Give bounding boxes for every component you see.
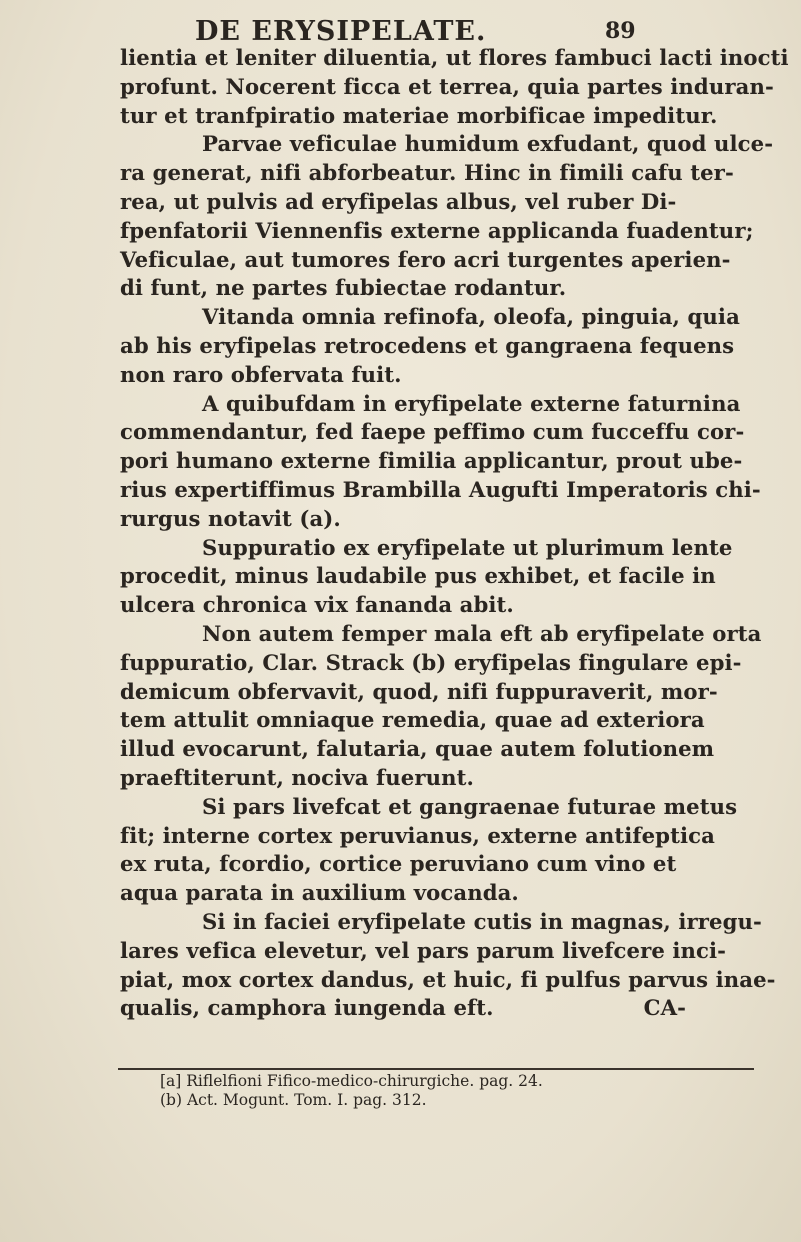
text-line-content: Parvae veficulae humidum exfudant, quod ulce- — [202, 131, 774, 157]
text-line — [120, 159, 780, 188]
text-line — [120, 418, 780, 447]
text-line-content: ex ruta, fcordio, cortice peruviano cum vino et — [120, 851, 677, 877]
text-line-content: fit; interne cortex peruvianus, externe antifeptica — [120, 822, 715, 848]
text-line-content: pori humano externe fimilia applicantur, prout ube- — [120, 448, 743, 474]
text-line-content: fpenfatorii Viennenfis externe applicanda fuadentur; — [120, 217, 754, 243]
text-line-content: lientia et leniter diluentia, ut flores fambuci lacti inocti — [120, 45, 789, 70]
text-line-content: demicum obfervavit, quod, nifi fuppuraverit, mor- — [120, 678, 718, 704]
running-title: DE ERYSIPELATE. — [195, 16, 487, 47]
text-line — [120, 620, 780, 649]
text-line — [120, 130, 780, 159]
text-line-content: commendantur, fed faepe peffimo cum fucceffu cor- — [120, 419, 745, 445]
page-number: 89 — [605, 18, 636, 44]
text-line — [120, 937, 780, 966]
text-line-content: di funt, ne partes fubiectae rodantur. — [120, 275, 567, 301]
text-line — [120, 706, 780, 735]
text-line — [120, 793, 780, 822]
text-line — [120, 850, 780, 879]
text-line-content: non raro obfervata fuit. — [120, 361, 402, 387]
text-line-content: profunt. Nocerent ficca et terrea, quia partes induran- — [120, 73, 774, 99]
catchword: CA- — [643, 995, 687, 1021]
text-line — [120, 274, 780, 303]
text-line-content: Suppuratio ex eryfipelate ut plurimum lente — [202, 534, 733, 560]
text-line-content: Si pars livefcat et gangraenae futurae metus — [202, 793, 738, 819]
footnote: [a] Riflelfioni Fifico-medico-chirurgiche. pag. 24. — [160, 1072, 543, 1090]
text-line — [120, 879, 780, 908]
text-line-content: qualis, camphora iungenda eft. — [120, 995, 494, 1021]
text-line — [120, 562, 780, 591]
text-line — [120, 73, 780, 102]
text-line-content: rea, ut pulvis ad eryfipelas albus, vel ruber Di- — [120, 188, 677, 214]
text-line-content: ab his eryfipelas retrocedens et gangraena fequens — [120, 332, 735, 358]
text-line — [120, 534, 780, 563]
text-line — [120, 822, 780, 851]
text-line — [120, 44, 789, 73]
text-line — [120, 649, 780, 678]
text-line — [120, 246, 780, 275]
text-line — [120, 764, 780, 793]
text-line — [120, 188, 780, 217]
text-line-content: fuppuratio, Clar. Strack (b) eryfipelas fingulare epi- — [120, 649, 742, 675]
text-line — [120, 332, 780, 361]
text-line-content: Si in faciei eryfipelate cutis in magnas, irregu- — [202, 908, 762, 934]
text-line-content: A quibufdam in eryfipelate externe faturnina — [202, 390, 741, 416]
text-line-content: praeftiterunt, nociva fuerunt. — [120, 764, 474, 790]
text-line — [120, 102, 780, 131]
text-line — [120, 735, 780, 764]
text-line-content: tem attulit omniaque remedia, quae ad exteriora — [120, 707, 705, 733]
text-line — [120, 390, 780, 419]
text-line — [120, 591, 780, 620]
footnote-rule — [118, 1068, 754, 1070]
text-line — [120, 966, 780, 995]
text-line — [120, 505, 780, 534]
text-line-content: tur et tranfpiratio materiae morbificae impeditur. — [120, 102, 718, 128]
text-line — [120, 217, 780, 246]
text-line-content: procedit, minus laudabile pus exhibet, et facile in — [120, 563, 716, 589]
text-line-content: rius expertiffimus Brambilla Augufti Imperatoris chi- — [120, 476, 761, 502]
text-line — [120, 678, 780, 707]
text-line — [120, 447, 780, 476]
text-line — [120, 994, 780, 1023]
text-line-content: aqua parata in auxilium vocanda. — [120, 880, 519, 906]
text-line-content: Non autem femper mala eft ab eryfipelate orta — [202, 620, 762, 646]
footnote: (b) Act. Mogunt. Tom. I. pag. 312. — [160, 1091, 427, 1109]
text-line-content: ulcera chronica vix fananda abit. — [120, 592, 514, 618]
text-line — [120, 908, 780, 937]
text-line-content: ra generat, nifi abforbeatur. Hinc in fimili cafu ter- — [120, 160, 734, 186]
text-line-content: Vitanda omnia refinofa, oleofa, pinguia, quia — [202, 304, 740, 330]
text-line-content: Veficulae, aut tumores fero acri turgentes aperien- — [120, 246, 731, 272]
text-line — [120, 303, 780, 332]
text-line-content: rurgus notavit (a). — [120, 505, 341, 531]
text-line — [120, 476, 780, 505]
text-line — [120, 361, 780, 390]
body-text — [120, 44, 789, 1023]
footnotes — [160, 1072, 760, 1110]
text-line-content: illud evocarunt, falutaria, quae autem folutionem — [120, 736, 715, 762]
text-line-content: piat, mox cortex dandus, et huic, fi pulfus parvus inae- — [120, 966, 776, 992]
text-line-content: lares vefica elevetur, vel pars parum livefcere inci- — [120, 937, 727, 963]
